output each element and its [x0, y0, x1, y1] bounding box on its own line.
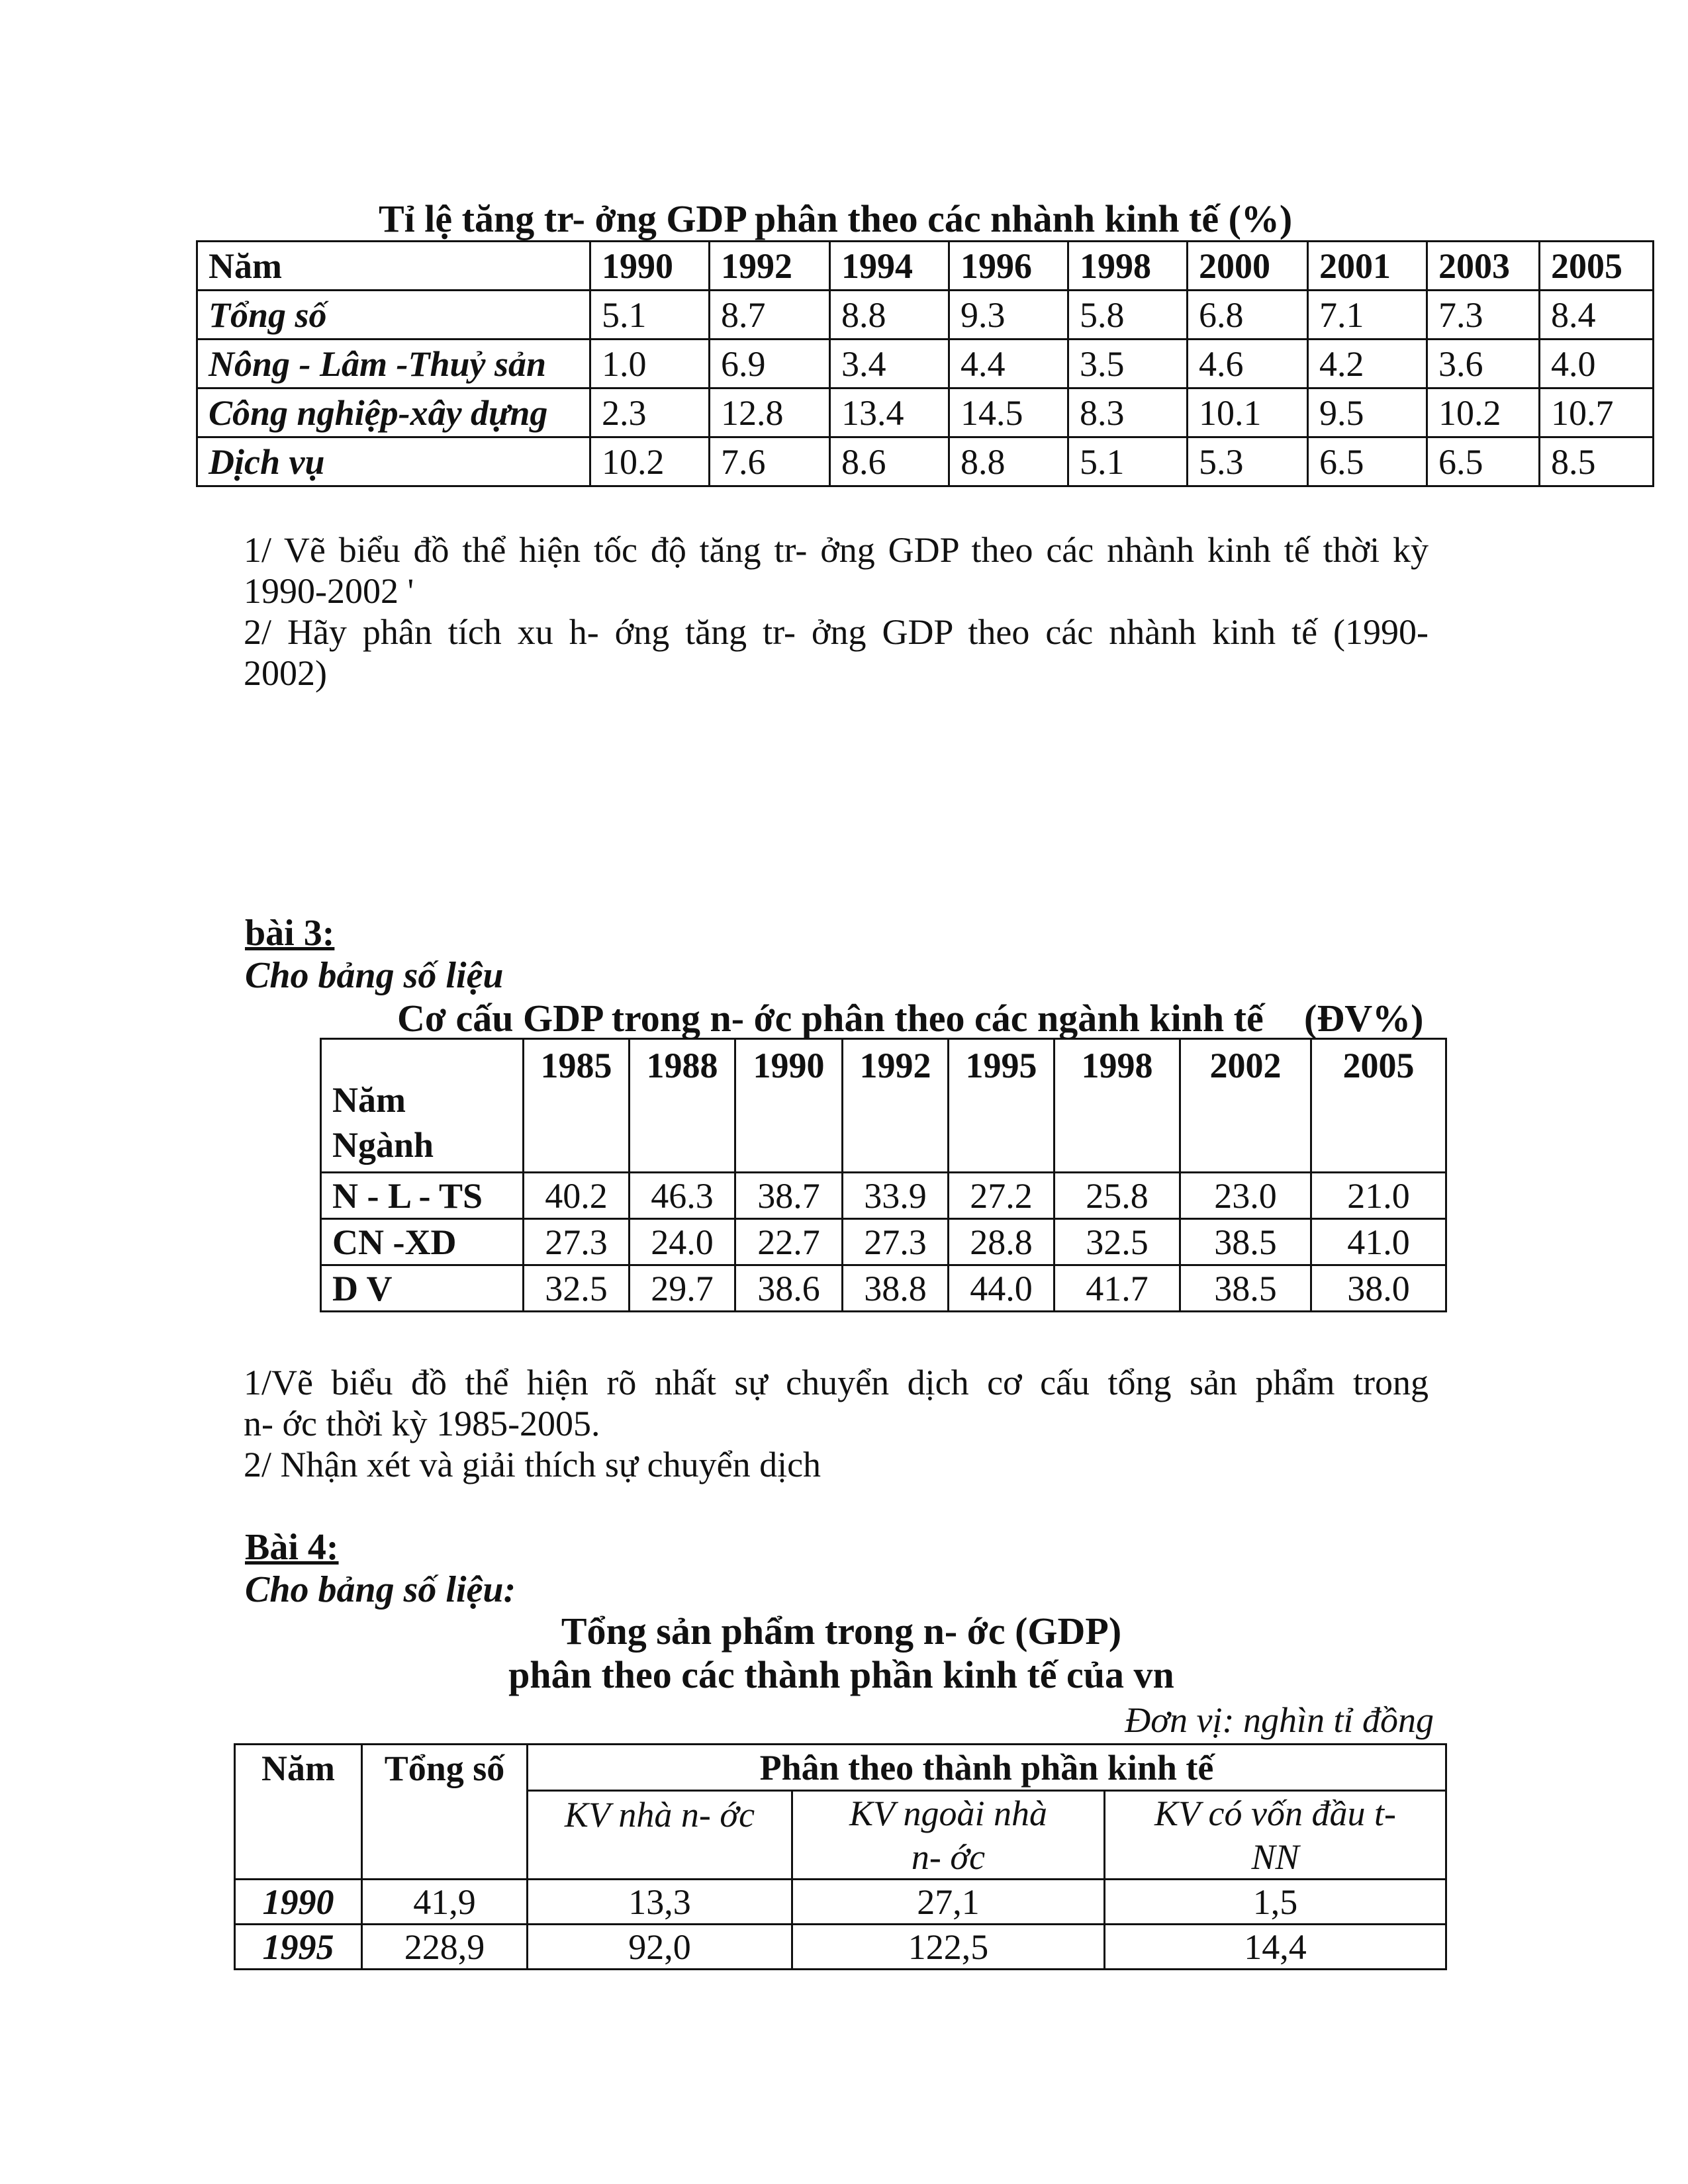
bai4-heading: Bài 4:: [245, 1527, 339, 1568]
cell: 8.7: [710, 291, 830, 340]
cell: 8.6: [830, 437, 949, 486]
gdp-sub-fdi-line1: KV có vốn đầu t-: [1105, 1791, 1446, 1836]
cell: 32.5: [1055, 1219, 1180, 1265]
cell: 21.0: [1311, 1173, 1446, 1219]
cell: 10.2: [590, 437, 710, 486]
structure-header-label: [321, 1039, 524, 1173]
cell: 122,5: [792, 1925, 1105, 1970]
bai2-q2-line2: 2002): [244, 653, 327, 693]
cell: 38.5: [1180, 1265, 1311, 1312]
bai3-questions: [244, 1362, 1429, 1485]
bai2-q1-line2: 1990-2002 ': [244, 571, 414, 611]
cell: 12.8: [710, 388, 830, 437]
cell: 8.4: [1540, 291, 1654, 340]
bai3-intro: Cho bảng số liệu: [245, 955, 504, 996]
table1-title: Tỉ lệ tăng tr- ởng GDP phân theo các nhành kinh tế (%): [379, 197, 1293, 240]
bai3-q2: 2/ Nhận xét và giải thích sự chuyển dịch: [244, 1445, 821, 1484]
gdp-sub-fdi-line2: NN: [1105, 1836, 1446, 1880]
growth-year: 2005: [1540, 242, 1654, 291]
cell: 41.0: [1311, 1219, 1446, 1265]
growth-table: [196, 240, 1654, 487]
cell: 9.3: [949, 291, 1068, 340]
cell: 22.7: [735, 1219, 843, 1265]
structure-year: 1995: [949, 1039, 1055, 1173]
row-label: Dịch vụ: [197, 437, 590, 486]
cell: 27.3: [524, 1219, 630, 1265]
cell: 32.5: [524, 1265, 630, 1312]
row-label: Nông - Lâm -Thuỷ sản: [197, 340, 590, 388]
cell: 38.8: [843, 1265, 949, 1312]
cell: 38.6: [735, 1265, 843, 1312]
bai3-q1-line1: 1/Vẽ biểu đồ thể hiện rõ nhất sự chuyển dịch cơ cấu tổng sản phẩm trong: [244, 1363, 1429, 1402]
cell: 10.2: [1427, 388, 1540, 437]
cell: 1,5: [1105, 1880, 1446, 1925]
cell: 23.0: [1180, 1173, 1311, 1219]
gdp-row-year: 1990: [235, 1880, 362, 1925]
cell: 38.0: [1311, 1265, 1446, 1312]
cell: 41.7: [1055, 1265, 1180, 1312]
table-row: [321, 1219, 1446, 1265]
cell: 6.5: [1427, 437, 1540, 486]
table-row: [235, 1925, 1446, 1970]
structure-table-header: [321, 1039, 1446, 1173]
cell: 25.8: [1055, 1173, 1180, 1219]
cell: 228,9: [362, 1925, 528, 1970]
cell: 5.8: [1068, 291, 1188, 340]
header-nganh: Ngành: [332, 1125, 434, 1165]
bai4-intro: Cho bảng số liệu:: [245, 1569, 516, 1610]
cell: 8.5: [1540, 437, 1654, 486]
gdp-sub-nonstate-line1: KV ngoài nhà: [792, 1791, 1105, 1836]
cell: 27.2: [949, 1173, 1055, 1219]
cell: 9.5: [1308, 388, 1427, 437]
bai2-q1-line1: 1/ Vẽ biểu đồ thể hiện tốc độ tăng tr- ởng GDP theo các nhành kinh tế thời kỳ: [244, 530, 1429, 570]
cell: 10.1: [1188, 388, 1308, 437]
bai2-q2-line1: 2/ Hãy phân tích xu h- ớng tăng tr- ởng GDP theo các nhành kinh tế (1990-: [244, 612, 1429, 652]
structure-year: 1990: [735, 1039, 843, 1173]
cell: 29.7: [630, 1265, 735, 1312]
cell: 33.9: [843, 1173, 949, 1219]
structure-year: 1988: [630, 1039, 735, 1173]
gdp-sub-state: KV nhà n- ớc: [528, 1791, 792, 1880]
structure-year: 1998: [1055, 1039, 1180, 1173]
table3-title-line2: phân theo các thành phần kinh tế của vn: [508, 1653, 1174, 1696]
cell: 5.3: [1188, 437, 1308, 486]
cell: 6.8: [1188, 291, 1308, 340]
table2-unit: (ĐV%): [1304, 997, 1424, 1040]
cell: 6.5: [1308, 437, 1427, 486]
row-label: Tổng số: [197, 291, 590, 340]
table-row: [197, 437, 1654, 486]
bai3-q1-line2: n- ớc thời kỳ 1985-2005.: [244, 1404, 600, 1443]
table-row: [197, 340, 1654, 388]
growth-year: 2003: [1427, 242, 1540, 291]
cell: 27,1: [792, 1880, 1105, 1925]
table2-title: Cơ cấu GDP trong n- ớc phân theo các ngành kinh tế: [397, 997, 1264, 1040]
growth-year: 2001: [1308, 242, 1427, 291]
structure-year: 1985: [524, 1039, 630, 1173]
table-row: [321, 1265, 1446, 1312]
cell: 6.9: [710, 340, 830, 388]
cell: 1.0: [590, 340, 710, 388]
cell: 46.3: [630, 1173, 735, 1219]
cell: 14.5: [949, 388, 1068, 437]
table-row: [197, 291, 1654, 340]
cell: 27.3: [843, 1219, 949, 1265]
growth-year: 2000: [1188, 242, 1308, 291]
structure-table: [320, 1038, 1447, 1312]
cell: 3.6: [1427, 340, 1540, 388]
cell: 92,0: [528, 1925, 792, 1970]
cell: 2.3: [590, 388, 710, 437]
cell: 4.0: [1540, 340, 1654, 388]
cell: 5.1: [1068, 437, 1188, 486]
cell: 4.2: [1308, 340, 1427, 388]
table-row: [197, 388, 1654, 437]
header-nam: Năm: [332, 1080, 406, 1120]
cell: 4.4: [949, 340, 1068, 388]
cell: 4.6: [1188, 340, 1308, 388]
gdp-sector-table: [234, 1743, 1447, 1970]
cell: 5.1: [590, 291, 710, 340]
growth-year: 1998: [1068, 242, 1188, 291]
table-row: [321, 1173, 1446, 1219]
cell: 44.0: [949, 1265, 1055, 1312]
cell: 38.5: [1180, 1219, 1311, 1265]
gdp-col-group: Phân theo thành phần kinh tế: [528, 1745, 1446, 1791]
cell: 8.8: [830, 291, 949, 340]
growth-year: 1994: [830, 242, 949, 291]
cell: 7.6: [710, 437, 830, 486]
cell: 41,9: [362, 1880, 528, 1925]
gdp-col-year: Năm: [235, 1745, 362, 1880]
cell: 40.2: [524, 1173, 630, 1219]
growth-year: 1990: [590, 242, 710, 291]
cell: 7.3: [1427, 291, 1540, 340]
structure-year: 2005: [1311, 1039, 1446, 1173]
structure-year: 2002: [1180, 1039, 1311, 1173]
cell: 28.8: [949, 1219, 1055, 1265]
table3-title-line1: Tổng sản phẩm trong n- ớc (GDP): [561, 1610, 1122, 1653]
cell: 3.4: [830, 340, 949, 388]
cell: 3.5: [1068, 340, 1188, 388]
row-label: N - L - TS: [321, 1173, 524, 1219]
row-label: Công nghiệp-xây dựng: [197, 388, 590, 437]
cell: 24.0: [630, 1219, 735, 1265]
cell: 38.7: [735, 1173, 843, 1219]
row-label: D V: [321, 1265, 524, 1312]
gdp-sub-nonstate-line2: n- ớc: [792, 1836, 1105, 1880]
gdp-table-header: [235, 1745, 1446, 1791]
bai3-heading: bài 3:: [245, 913, 335, 954]
growth-year: 1992: [710, 242, 830, 291]
row-label: CN -XD: [321, 1219, 524, 1265]
cell: 7.1: [1308, 291, 1427, 340]
bai2-questions: [244, 529, 1429, 694]
cell: 14,4: [1105, 1925, 1446, 1970]
table-row: [235, 1880, 1446, 1925]
cell: 8.8: [949, 437, 1068, 486]
table3-unit: Đơn vị: nghìn tỉ đồng: [1125, 1700, 1434, 1740]
cell: 10.7: [1540, 388, 1654, 437]
gdp-col-total: Tổng số: [362, 1745, 528, 1880]
growth-header-label: Năm: [197, 242, 590, 291]
cell: 13,3: [528, 1880, 792, 1925]
structure-year: 1992: [843, 1039, 949, 1173]
growth-table-header: [197, 242, 1654, 291]
cell: 13.4: [830, 388, 949, 437]
growth-year: 1996: [949, 242, 1068, 291]
gdp-row-year: 1995: [235, 1925, 362, 1970]
cell: 8.3: [1068, 388, 1188, 437]
